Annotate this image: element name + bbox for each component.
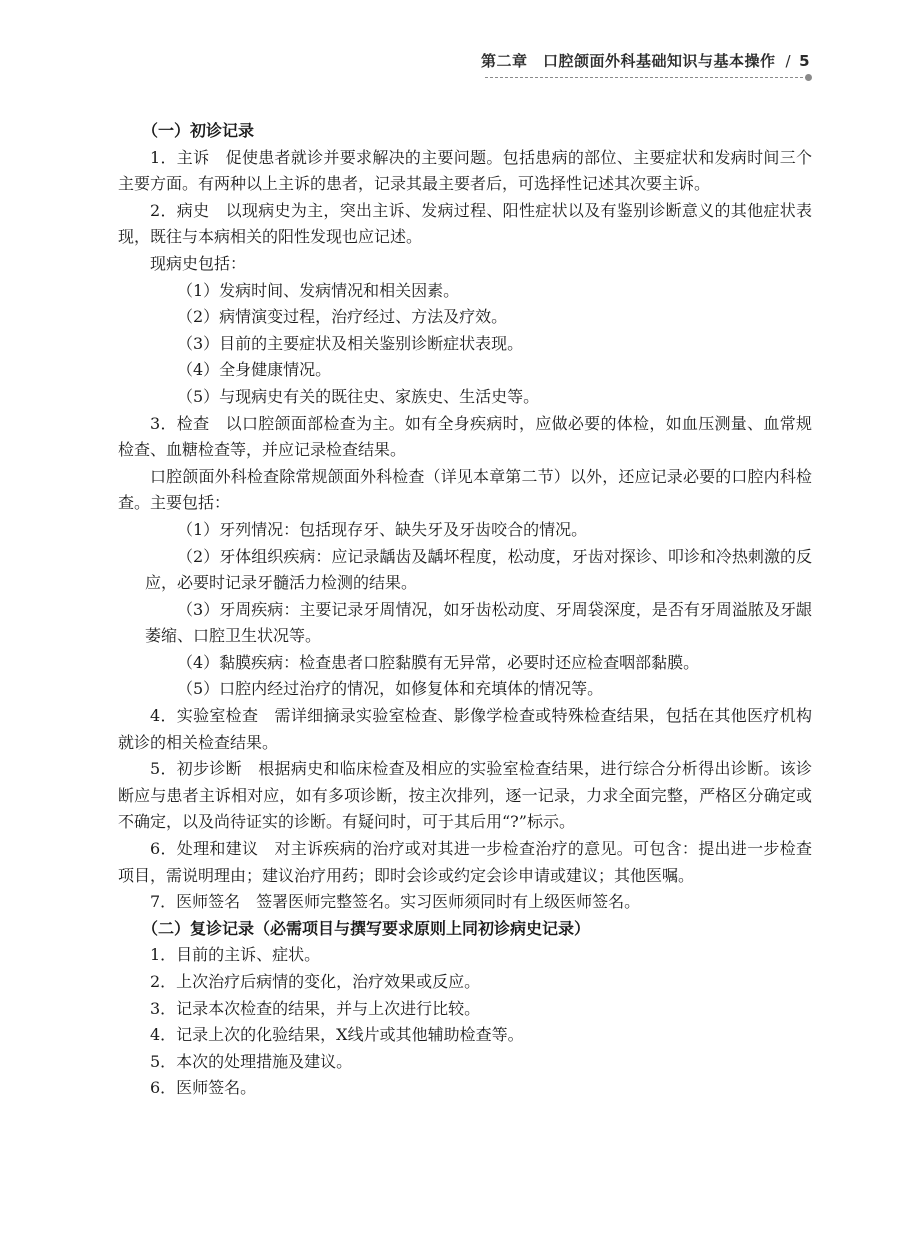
follow-up-item: 5．本次的处理措施及建议。 xyxy=(150,1051,353,1071)
exam-item: （5）口腔内经过治疗的情况，如修复体和充填体的情况等。 xyxy=(177,679,604,699)
section-heading-initial-visit: （一）初诊记录 xyxy=(142,121,255,140)
header-rule-dot xyxy=(805,74,812,81)
running-header xyxy=(481,50,810,71)
history-intro: 现病史包括： xyxy=(150,253,247,273)
follow-up-item: 6．医师签名。 xyxy=(150,1078,257,1098)
paragraph-diagnosis: 5．初步诊断 根据病史和临床检查及相应的实验室检查结果，进行综合分析得出诊断。该诊断应与患者主诉相对应，如有多项诊断，按主次排列，逐一记录，力求全面完整，严格区分确定或不确定，以及尚待证实的诊断。有疑问时，可于其后用“?”标示。 xyxy=(118,759,812,832)
history-item: （1）发病时间、发病情况和相关因素。 xyxy=(177,280,460,300)
follow-up-item: 4．记录上次的化验结果，X线片或其他辅助检查等。 xyxy=(150,1025,524,1045)
page-number: 5 xyxy=(799,52,810,70)
paragraph-signature: 7．医师签名 签署医师完整签名。实习医师须同时有上级医师签名。 xyxy=(150,892,641,912)
follow-up-item: 3．记录本次检查的结果，并与上次进行比较。 xyxy=(150,998,481,1018)
follow-up-item: 1．目前的主诉、症状。 xyxy=(150,945,321,965)
paragraph-medical-history: 2．病史 以现病史为主，突出主诉、发病过程、阳性症状以及有鉴别诊断意义的其他症状表现，既往与本病相关的阳性发现也应记述。 xyxy=(118,200,812,247)
history-item: （5）与现病史有关的既往史、家族史、生活史等。 xyxy=(177,386,540,406)
exam-item: （2）牙体组织疾病：应记录龋齿及龋坏程度，松动度，牙齿对探诊、叩诊和冷热刺激的反应，必要时记录牙髓活力检测的结果。 xyxy=(145,546,812,593)
header-separator: / xyxy=(785,52,792,70)
exam-item: （1）牙列情况：包括现存牙、缺失牙及牙齿咬合的情况。 xyxy=(177,519,588,539)
exam-item: （3）牙周疾病：主要记录牙周情况，如牙齿松动度、牙周袋深度，是否有牙周溢脓及牙龈萎缩、口腔卫生状况等。 xyxy=(145,599,812,646)
follow-up-item: 2．上次治疗后病情的变化，治疗效果或反应。 xyxy=(150,972,481,991)
paragraph-lab-tests: 4．实验室检查 需详细摘录实验室检查、影像学检查或特殊检查结果，包括在其他医疗机构就诊的相关检查结果。 xyxy=(118,706,812,752)
chapter-title: 第二章 口腔颌面外科基础知识与基本操作 xyxy=(480,52,776,70)
history-item: （4）全身健康情况。 xyxy=(177,360,332,380)
exam-item: （4）黏膜疾病：检查患者口腔黏膜有无异常，必要时还应检查咽部黏膜。 xyxy=(177,652,700,672)
body-text xyxy=(118,118,812,1102)
paragraph-treatment: 6．处理和建议 对主诉疾病的治疗或对其进一步检查治疗的意见。可包含：提出进一步检查项目，需说明理由；建议治疗用药；即时会诊或约定会诊申请或建议；其他医嘱。 xyxy=(118,839,812,885)
history-item: （2）病情演变过程，治疗经过、方法及疗效。 xyxy=(177,307,508,327)
paragraph-examination: 3．检查 以口腔颌面部检查为主。如有全身疾病时，应做必要的体检，如血压测量、血常规检查、血糖检查等，并应记录检查结果。 xyxy=(118,413,812,460)
paragraph-chief-complaint: 1．主诉 促使患者就诊并要求解决的主要问题。包括患病的部位、主要症状和发病时间三个主要方面。有两种以上主诉的患者，记录其最主要者后，可选择性记述其次要主诉。 xyxy=(118,147,812,194)
history-item: （3）目前的主要症状及相关鉴别诊断症状表现。 xyxy=(177,333,524,353)
header-dashed-rule xyxy=(485,77,808,78)
paragraph-oral-exam: 口腔颌面外科检查除常规颌面外科检查（详见本章第二节）以外，还应记录必要的口腔内科检查。主要包括： xyxy=(118,466,812,513)
section-heading-follow-up: （二）复诊记录（必需项目与撰写要求原则上同初诊病史记录） xyxy=(142,918,591,938)
